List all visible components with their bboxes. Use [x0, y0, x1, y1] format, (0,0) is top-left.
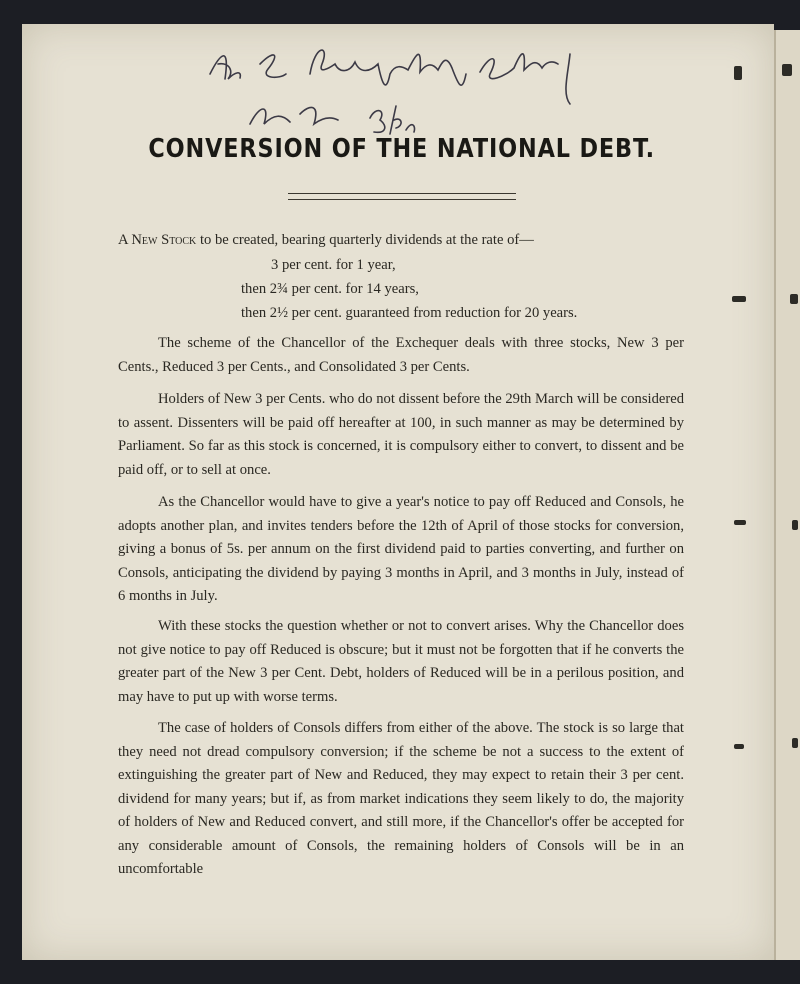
- intro-new-stock: New Stock: [131, 232, 197, 248]
- document-title: CONVERSION OF THE NATIONAL DEBT.: [148, 134, 656, 164]
- ink-blot: [734, 66, 742, 80]
- intro-lead: A: [118, 232, 132, 248]
- paragraph-new-stock: [118, 388, 684, 482]
- intro-rest: to be created, bearing quarterly dividends at the rate of—: [196, 232, 534, 248]
- paragraph-text: As the Chancellor would have to give a year's notice to pay off Reduced and Consols, he adopts another plan, and invites tenders before the 12th of April of those stocks for conversion, giving a bonus of 5s. per annum on the first dividend paid to parties converting, and further on Consols, anticipating the dividend by paying 3 months in April, and 3 months in July, instead of 6 months in July.: [118, 494, 684, 604]
- ink-blot: [782, 64, 792, 76]
- ink-blot: [792, 738, 798, 748]
- paragraph-text: With these stocks the question whether or not to convert arises. Why the Chancellor does not give notice to pay off Reduced is obscure; but it must not be forgotten that if he converts the greater part of the New 3 per Cent. Debt, holders of Reduced will be in a perilous position, and may have to put up with worse terms.: [118, 618, 684, 705]
- paragraph-convert-question: [118, 615, 684, 709]
- intro-line: [118, 232, 534, 249]
- paragraph-consols: [118, 717, 684, 882]
- title-double-rule: [288, 193, 516, 200]
- ink-blot: [734, 744, 744, 749]
- paragraph-text: The case of holders of Consols differs from either of the above. The stock is so large that they need not dread compulsory conversion; if the scheme be not a success to the extent of extinguishing the greater part of New and Reduced, they may expect to retain their 3 per cent. dividend for many years; but if, as from market indications they seem likely to do, the majority of holders of New and Reduced convert, and still more, if the Chancellor's offer be accepted for any considerable amount of Consols, the remaining holders of Consols will be in an uncomfortable: [118, 720, 684, 877]
- ink-blot: [792, 520, 798, 530]
- ink-blot: [790, 294, 798, 304]
- paragraph-scheme: [118, 332, 684, 379]
- rate-line-1: 3 per cent. for 1 year,: [271, 257, 396, 273]
- adjacent-page-edge: [774, 30, 800, 960]
- paragraph-text: Holders of New 3 per Cents. who do not dissent before the 29th March will be considered to assent. Dissenters will be paid off hereafter at 100, in such manner as may be determined by Parliament. So far as this stock is concerned, it is compulsory either to convert, to dissent and be paid off, or to sell at once.: [118, 391, 684, 478]
- rate-line-3: then 2½ per cent. guaranteed from reduction for 20 years.: [241, 305, 578, 321]
- ink-blot: [734, 520, 746, 525]
- paragraph-reduced-consols: [118, 491, 684, 609]
- rate-line-2: then 2¾ per cent. for 14 years,: [241, 281, 419, 297]
- paragraph-text: The scheme of the Chancellor of the Exchequer deals with three stocks, New 3 per Cents., Reduced 3 per Cents., and Consolidated 3 per Cents.: [118, 335, 684, 375]
- ink-blot: [732, 296, 746, 302]
